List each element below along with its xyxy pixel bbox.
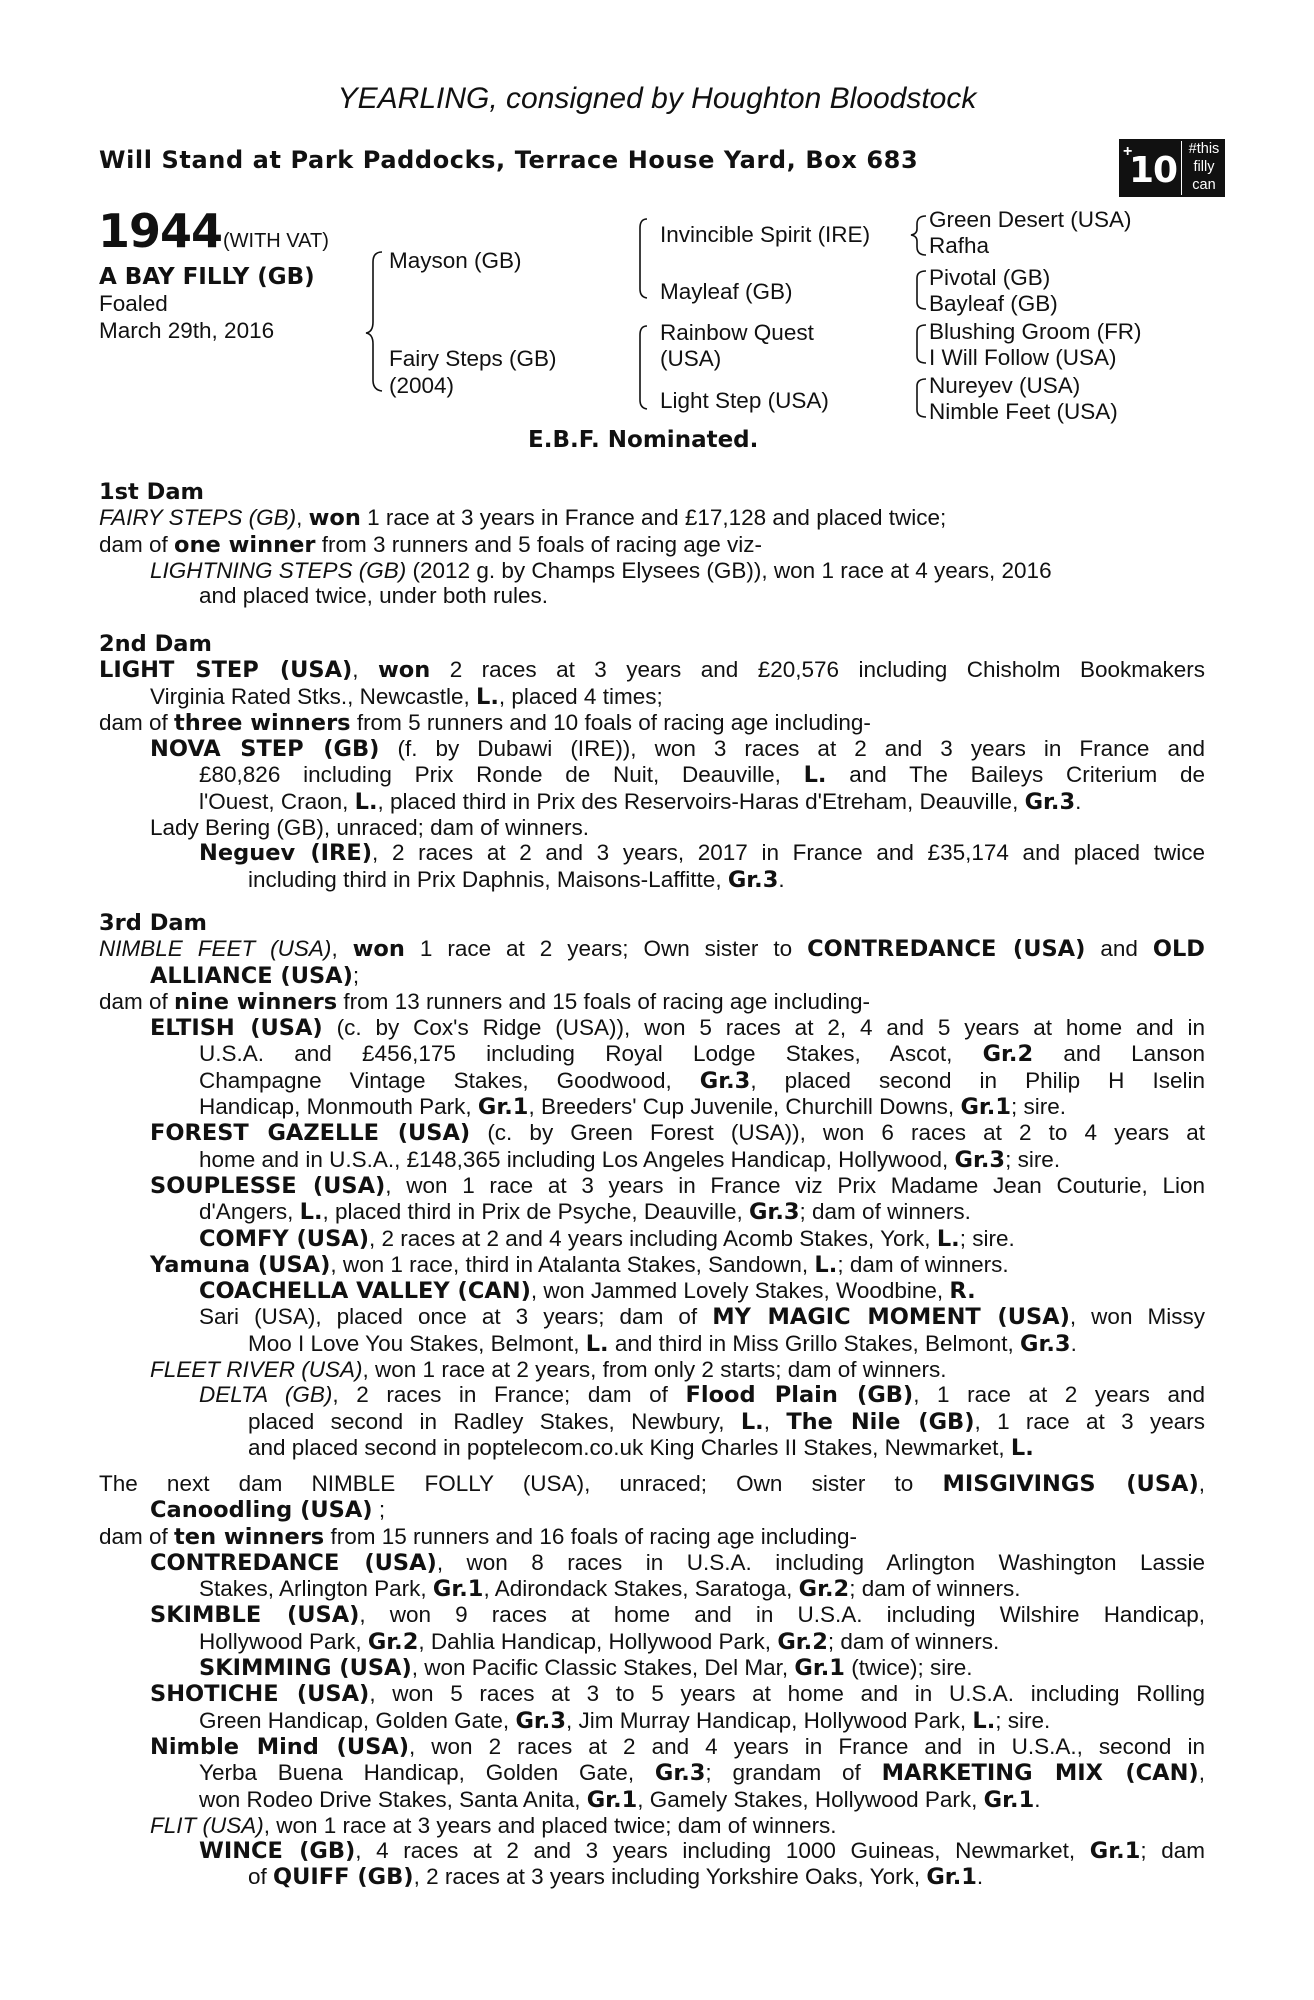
text-run: Gr.3 — [654, 1760, 706, 1787]
text-line — [99, 1576, 1205, 1602]
text-run: , 2 races at 2 and 4 years including Acomb Stakes, York, — [368, 1225, 937, 1251]
text-line — [99, 1497, 1205, 1523]
text-run: Gr.2 — [777, 1628, 828, 1655]
text-run: , 4 races at 2 and 3 years including 1000 Guineas, Newmarket, — [355, 1838, 1090, 1864]
text-run: L. — [803, 762, 827, 789]
text-line — [99, 1094, 1205, 1120]
second-dam-section — [99, 632, 1205, 893]
text-run: ; dam of winners. — [849, 1576, 1021, 1602]
text-run: 1 race at 3 years in France and £17,128 and placed twice; — [360, 505, 947, 531]
text-run: one winner — [174, 531, 316, 558]
text-line — [99, 1655, 1205, 1681]
text-line — [99, 1304, 1205, 1330]
text-run: won — [377, 657, 431, 684]
text-run: Yamuna (USA) — [150, 1251, 331, 1278]
stand-location: Will Stand at Park Paddocks, Terrace House Yard, Box 683 — [99, 146, 919, 174]
text-run: L. — [814, 1251, 838, 1278]
ancestor-name: Green Desert (USA) — [929, 207, 1132, 232]
text-run: , Breeders' Cup Juvenile, Churchill Downs, — [528, 1094, 961, 1120]
text-run: ; sire. — [1011, 1094, 1067, 1120]
text-run: Nimble Mind (USA) — [150, 1733, 409, 1760]
text-line — [99, 1382, 1205, 1408]
text-run: LIGHTNING STEPS (GB) — [150, 557, 407, 583]
text-run: . — [1075, 788, 1082, 814]
text-run: , won 1 race at 3 years in France viz Prix Madame Jean Couturie, Lion — [385, 1172, 1205, 1198]
first-dam-section — [99, 480, 1205, 608]
lot-number: 1944 — [98, 204, 223, 258]
dam-brace — [640, 326, 647, 409]
text-line — [99, 1602, 1205, 1628]
text-run: Virginia Rated Stks., Newcastle, — [150, 683, 476, 709]
text-run: U.S.A. and £456,175 including Royal Lodge Stakes, Ascot, — [199, 1041, 983, 1067]
text-run: including third in Prix Daphnis, Maisons-Laffitte, — [248, 866, 728, 892]
text-run: L. — [972, 1707, 996, 1734]
text-line — [99, 1147, 1205, 1173]
text-run: Gr.1 — [477, 1094, 529, 1121]
text-run: , placed third in Prix des Reservoirs-Haras d'Etreham, Deauville, — [377, 788, 1025, 814]
text-line — [99, 789, 1205, 815]
text-run: ELTISH (USA) — [150, 1015, 323, 1042]
text-run: L. — [354, 788, 378, 815]
text-run: , Jim Murray Handicap, Hollywood Park, — [566, 1707, 973, 1733]
text-run: L. — [1010, 1434, 1034, 1461]
text-run: , won Jammed Lovely Stakes, Woodbine, — [530, 1278, 950, 1304]
text-line — [99, 1708, 1205, 1734]
text-run: (c. by Cox's Ridge (USA)), won 5 races at 2, 4 and 5 years at home and in — [322, 1015, 1205, 1041]
text-run: from 13 runners and 15 foals of racing age including- — [337, 988, 870, 1014]
text-run: L. — [936, 1225, 960, 1252]
text-run: (2012 g. by Champs Elysees (GB)), won 1 race at 4 years, 2016 — [406, 557, 1052, 583]
text-run: and third in Miss Grillo Stakes, Belmont, — [608, 1330, 1021, 1356]
text-line — [99, 657, 1205, 683]
third-dam-section — [99, 911, 1205, 1461]
text-run: won Rodeo Drive Stakes, Santa Anita, — [199, 1786, 587, 1812]
text-run: , placed 4 times; — [498, 683, 663, 709]
text-run: Sari (USA), placed once at 3 years; dam of — [199, 1304, 713, 1330]
text-line — [99, 867, 1205, 893]
dam-name: Fairy Steps (GB) — [389, 346, 557, 371]
text-run: Neguev (IRE) — [199, 840, 373, 867]
text-run: , — [352, 657, 378, 683]
text-line — [99, 1015, 1205, 1041]
text-line — [99, 1357, 1205, 1382]
text-run: , — [1198, 1760, 1205, 1786]
text-line — [99, 1813, 1205, 1838]
text-run: from 5 runners and 10 foals of racing age including- — [350, 709, 871, 735]
text-line — [99, 1550, 1205, 1576]
text-run: nine winners — [174, 988, 338, 1015]
text-run: Gr.1 — [586, 1786, 638, 1813]
text-run: ; dam of winners. — [827, 1628, 1000, 1654]
text-run: Gr.1 — [794, 1655, 845, 1682]
dam-dam-brace — [917, 379, 926, 417]
text-run: , placed third in Prix de Psyche, Deauville, — [322, 1199, 749, 1225]
text-run: ; sire. — [1005, 1146, 1061, 1172]
text-line — [99, 1629, 1205, 1655]
text-line — [99, 1681, 1205, 1707]
dam-year: (2004) — [389, 373, 455, 398]
text-run: ; grandam of — [705, 1760, 882, 1786]
text-line — [99, 1173, 1205, 1199]
text-run: ; — [372, 1497, 386, 1523]
text-run: three winners — [174, 709, 351, 736]
badge-tag-line: filly — [1193, 159, 1215, 175]
text-run: and The Baileys Criterium de — [826, 762, 1205, 788]
text-run: l'Ouest, Craon, — [199, 788, 355, 814]
horse-description: A BAY FILLY (GB) — [99, 264, 315, 290]
text-line — [99, 1838, 1205, 1864]
dam-sire-name-country: (USA) — [660, 346, 722, 371]
text-run: . — [778, 866, 785, 892]
badge-number: 10 — [1129, 150, 1178, 191]
text-run: CONTREDANCE (USA) — [150, 1549, 437, 1576]
text-run: Canoodling (USA) — [150, 1497, 373, 1524]
ancestor-name: Nimble Feet (USA) — [929, 399, 1118, 424]
text-run: placed second in Radley Stakes, Newbury, — [248, 1408, 741, 1434]
text-run: CONTREDANCE (USA) — [807, 936, 1086, 963]
text-run: , Dahlia Handicap, Hollywood Park, — [418, 1628, 778, 1654]
text-run: LIGHT STEP (USA) — [99, 657, 353, 684]
text-run: COMFY (USA) — [199, 1225, 369, 1252]
text-line — [99, 1068, 1205, 1094]
text-run: Gr.1 — [926, 1864, 977, 1891]
text-run: from 15 runners and 16 foals of racing age including- — [324, 1523, 858, 1549]
text-line — [99, 989, 1205, 1015]
text-run: and Lanson — [1033, 1041, 1205, 1067]
text-run: , Adirondack Stakes, Saratoga, — [483, 1576, 799, 1602]
text-run: ; dam of winners. — [799, 1199, 971, 1225]
text-run: L. — [299, 1199, 323, 1226]
text-run: ; dam of winners. — [837, 1251, 1009, 1277]
text-line — [99, 936, 1205, 962]
text-run: COACHELLA VALLEY (CAN) — [199, 1278, 531, 1305]
text-line — [99, 1760, 1205, 1786]
text-run: Gr.3 — [727, 866, 779, 893]
section-heading: 3rd Dam — [99, 910, 207, 936]
text-run: , — [763, 1408, 787, 1434]
text-run: , 2 races in France; dam of — [332, 1382, 686, 1408]
text-line — [99, 1787, 1205, 1813]
text-run: , won 1 race, third in Atalanta Stakes, Sandown, — [330, 1251, 815, 1277]
text-run: won — [352, 936, 405, 963]
text-run: (twice); sire. — [844, 1655, 973, 1681]
text-run: Gr.3 — [954, 1146, 1006, 1173]
text-run: 2 races at 3 years and £20,576 including Chisholm Bookmakers — [430, 657, 1206, 683]
text-run: , — [296, 505, 309, 531]
text-run: , won Missy — [1069, 1304, 1206, 1330]
ancestor-name: Nureyev (USA) — [929, 373, 1081, 398]
text-run: dam of — [99, 709, 175, 735]
text-run: WINCE (GB) — [199, 1838, 356, 1865]
text-line: Lady Bering (GB), unraced; dam of winners. — [150, 815, 589, 841]
text-run: Gr.3 — [1020, 1330, 1071, 1357]
section-heading: 1st Dam — [99, 479, 204, 505]
text-line — [99, 684, 1205, 710]
text-run: Gr.1 — [432, 1576, 484, 1603]
text-run: , won 1 race at 2 years, from only 2 starts; dam of winners. — [362, 1357, 947, 1383]
text-run: SKIMBLE (USA) — [150, 1602, 360, 1629]
text-run: won — [308, 505, 361, 532]
text-run: , 1 race at 3 years — [974, 1408, 1205, 1434]
text-line — [99, 710, 1205, 736]
text-run: , 1 race at 2 years and — [913, 1382, 1206, 1408]
text-run: Gr.1 — [960, 1094, 1011, 1121]
text-run: £80,826 including Prix Ronde de Nuit, Deauville, — [199, 762, 804, 788]
badge-tag-line: #this — [1188, 141, 1220, 157]
text-run: Gr.3 — [748, 1199, 800, 1226]
text-run: The next dam NIMBLE FOLLY (USA), unraced; Own sister to — [99, 1471, 943, 1496]
text-run: Gr.2 — [982, 1041, 1034, 1068]
text-line — [99, 1435, 1205, 1461]
text-line — [99, 1278, 1205, 1304]
text-run: NIMBLE FEET (USA) — [99, 936, 332, 962]
text-run: . — [1070, 1330, 1077, 1356]
text-run: ten winners — [174, 1523, 325, 1550]
text-run: ; — [352, 962, 360, 988]
text-run: , placed second in Philip H Iselin — [750, 1067, 1205, 1093]
ancestor-name: I Will Follow (USA) — [929, 345, 1117, 370]
text-run: Champagne Vintage Stakes, Goodwood, — [199, 1067, 700, 1093]
dam-sire-brace — [917, 325, 926, 363]
text-run: Stakes, Arlington Park, — [199, 1576, 433, 1602]
text-line — [99, 1471, 1205, 1497]
text-line — [99, 963, 1205, 989]
text-line — [99, 558, 1205, 583]
text-run: Hollywood Park, — [199, 1628, 368, 1654]
text-run: Yerba Buena Handicap, Golden Gate, — [199, 1760, 655, 1786]
consigner-line: YEARLING, consigned by Houghton Bloodstock — [337, 82, 977, 115]
sire-sire-name: Invincible Spirit (IRE) — [660, 222, 871, 247]
text-line — [99, 762, 1205, 788]
text-run: home and in U.S.A., £148,365 including Los Angeles Handicap, Hollywood, — [199, 1146, 955, 1172]
text-run: from 3 runners and 5 foals of racing age viz- — [315, 531, 762, 557]
text-run: Gr.2 — [367, 1628, 419, 1655]
text-run: d'Angers, — [199, 1199, 300, 1225]
text-run: L. — [475, 683, 499, 710]
text-run: SKIMMING (USA) — [199, 1655, 412, 1682]
text-run: of — [248, 1864, 274, 1890]
text-run: Green Handicap, Golden Gate, — [199, 1707, 516, 1733]
text-run: , won 8 races in U.S.A. including Arlington Washington Lassie — [436, 1549, 1206, 1575]
text-line: and placed twice, under both rules. — [199, 583, 548, 609]
text-line — [99, 1120, 1205, 1146]
ancestor-name: Pivotal (GB) — [929, 265, 1051, 290]
sire-dam-name: Mayleaf (GB) — [660, 279, 793, 304]
sire-name: Mayson (GB) — [389, 248, 522, 273]
text-line — [99, 1409, 1205, 1435]
text-run: FOREST GAZELLE (USA) — [150, 1120, 471, 1147]
text-line — [99, 840, 1205, 866]
text-run: R. — [949, 1278, 976, 1305]
text-run: SHOTICHE (USA) — [150, 1681, 370, 1708]
text-line — [99, 532, 1205, 558]
text-run: SOUPLESSE (USA) — [150, 1172, 386, 1199]
sire-sire-brace — [911, 216, 926, 255]
text-run: ; dam — [1140, 1838, 1205, 1864]
text-run: , won 5 races at 3 to 5 years at home and in U.S.A. including Rolling — [369, 1681, 1205, 1707]
vat-note: (WITH VAT) — [223, 230, 329, 252]
text-run: FLIT (USA) — [150, 1812, 264, 1838]
next-dam-section — [99, 1471, 1205, 1891]
text-run: dam of — [99, 1523, 175, 1549]
text-line — [99, 1524, 1205, 1550]
text-run: (c. by Green Forest (USA)), won 6 races at 2 to 4 years at — [470, 1120, 1205, 1146]
badge-plus: + — [1123, 143, 1133, 160]
ancestor-name: Bayleaf (GB) — [929, 291, 1058, 316]
text-run: dam of — [99, 531, 175, 557]
foaled-date: March 29th, 2016 — [99, 318, 275, 343]
text-run: , — [1198, 1471, 1205, 1496]
text-run: MARKETING MIX (CAN) — [881, 1760, 1199, 1787]
text-line — [99, 1331, 1205, 1357]
text-run: , — [331, 936, 353, 962]
text-line — [99, 1226, 1205, 1252]
text-run: FAIRY STEPS (GB) — [99, 505, 297, 531]
text-line — [99, 1734, 1205, 1760]
foaled-label: Foaled — [99, 291, 168, 316]
text-run: 1 race at 2 years; Own sister to — [404, 936, 808, 962]
text-run: Gr.3 — [1024, 788, 1076, 815]
text-run: , 2 races at 2 and 3 years, 2017 in France and £35,174 and placed twice — [372, 840, 1205, 866]
sire-dam-ancestor-brace — [917, 271, 926, 309]
section-heading: 2nd Dam — [99, 631, 212, 657]
badge-tag-line: can — [1192, 177, 1216, 193]
text-run: ; sire. — [995, 1707, 1051, 1733]
text-run: Gr.3 — [699, 1067, 751, 1094]
text-run: , won 1 race at 3 years and placed twice; dam of winners. — [263, 1812, 837, 1838]
text-run: dam of — [99, 988, 175, 1014]
text-run: FLEET RIVER (USA) — [150, 1357, 363, 1383]
text-line — [99, 1199, 1205, 1225]
text-run: NOVA STEP (GB) — [150, 736, 380, 763]
text-line — [99, 1041, 1205, 1067]
text-run: (f. by Dubawi (IRE)), won 3 races at 2 and 3 years in France and — [379, 736, 1205, 762]
text-run: Moo I Love You Stakes, Belmont, — [248, 1330, 586, 1356]
ancestor-name: Blushing Groom (FR) — [929, 319, 1142, 344]
text-run: Handicap, Monmouth Park, — [199, 1094, 478, 1120]
text-run: Gr.1 — [983, 1786, 1035, 1813]
text-run: , Gamely Stakes, Hollywood Park, — [637, 1786, 984, 1812]
ebf-nominated: E.B.F. Nominated. — [528, 427, 759, 453]
text-run: L. — [740, 1408, 764, 1435]
text-run: MY MAGIC MOMENT (USA) — [712, 1304, 1070, 1331]
text-run: and placed second in poptelecom.co.uk King Charles II Stakes, Newmarket, — [248, 1434, 1011, 1460]
text-run: , won 9 races at home and in U.S.A. including Wilshire Handicap, — [359, 1602, 1206, 1628]
text-run: MISGIVINGS (USA) — [942, 1471, 1199, 1497]
text-run: , won 2 races at 2 and 4 years in France and in U.S.A., second in — [409, 1733, 1205, 1759]
text-line — [99, 505, 1205, 531]
dam-dam-name: Light Step (USA) — [660, 388, 829, 413]
text-line — [99, 1864, 1205, 1890]
text-run: ; sire. — [959, 1225, 1015, 1251]
text-run: QUIFF (GB) — [273, 1864, 414, 1891]
text-run: Flood Plain (GB) — [685, 1382, 914, 1409]
text-run: . — [1034, 1786, 1041, 1812]
text-run: and — [1085, 936, 1153, 962]
text-run: Gr.2 — [798, 1576, 850, 1603]
text-run: , 2 races at 3 years including Yorkshire Oaks, York, — [413, 1864, 927, 1890]
text-run: Gr.3 — [515, 1707, 567, 1734]
text-run: . — [976, 1864, 984, 1890]
text-run: Gr.1 — [1089, 1838, 1141, 1865]
text-run: , won Pacific Classic Stakes, Del Mar, — [411, 1655, 795, 1681]
dam-sire-name: Rainbow Quest — [660, 320, 814, 345]
sire-brace — [640, 219, 647, 298]
text-run: ALLIANCE (USA) — [150, 962, 353, 989]
text-run: L. — [585, 1330, 609, 1357]
text-line — [99, 1252, 1205, 1278]
ancestor-name: Rafha — [929, 233, 990, 258]
text-line — [99, 736, 1205, 762]
text-run: DELTA (GB) — [199, 1382, 333, 1408]
sire-dam-brace — [366, 252, 382, 391]
text-run: OLD — [1152, 936, 1205, 963]
text-run: The Nile (GB) — [786, 1408, 975, 1435]
